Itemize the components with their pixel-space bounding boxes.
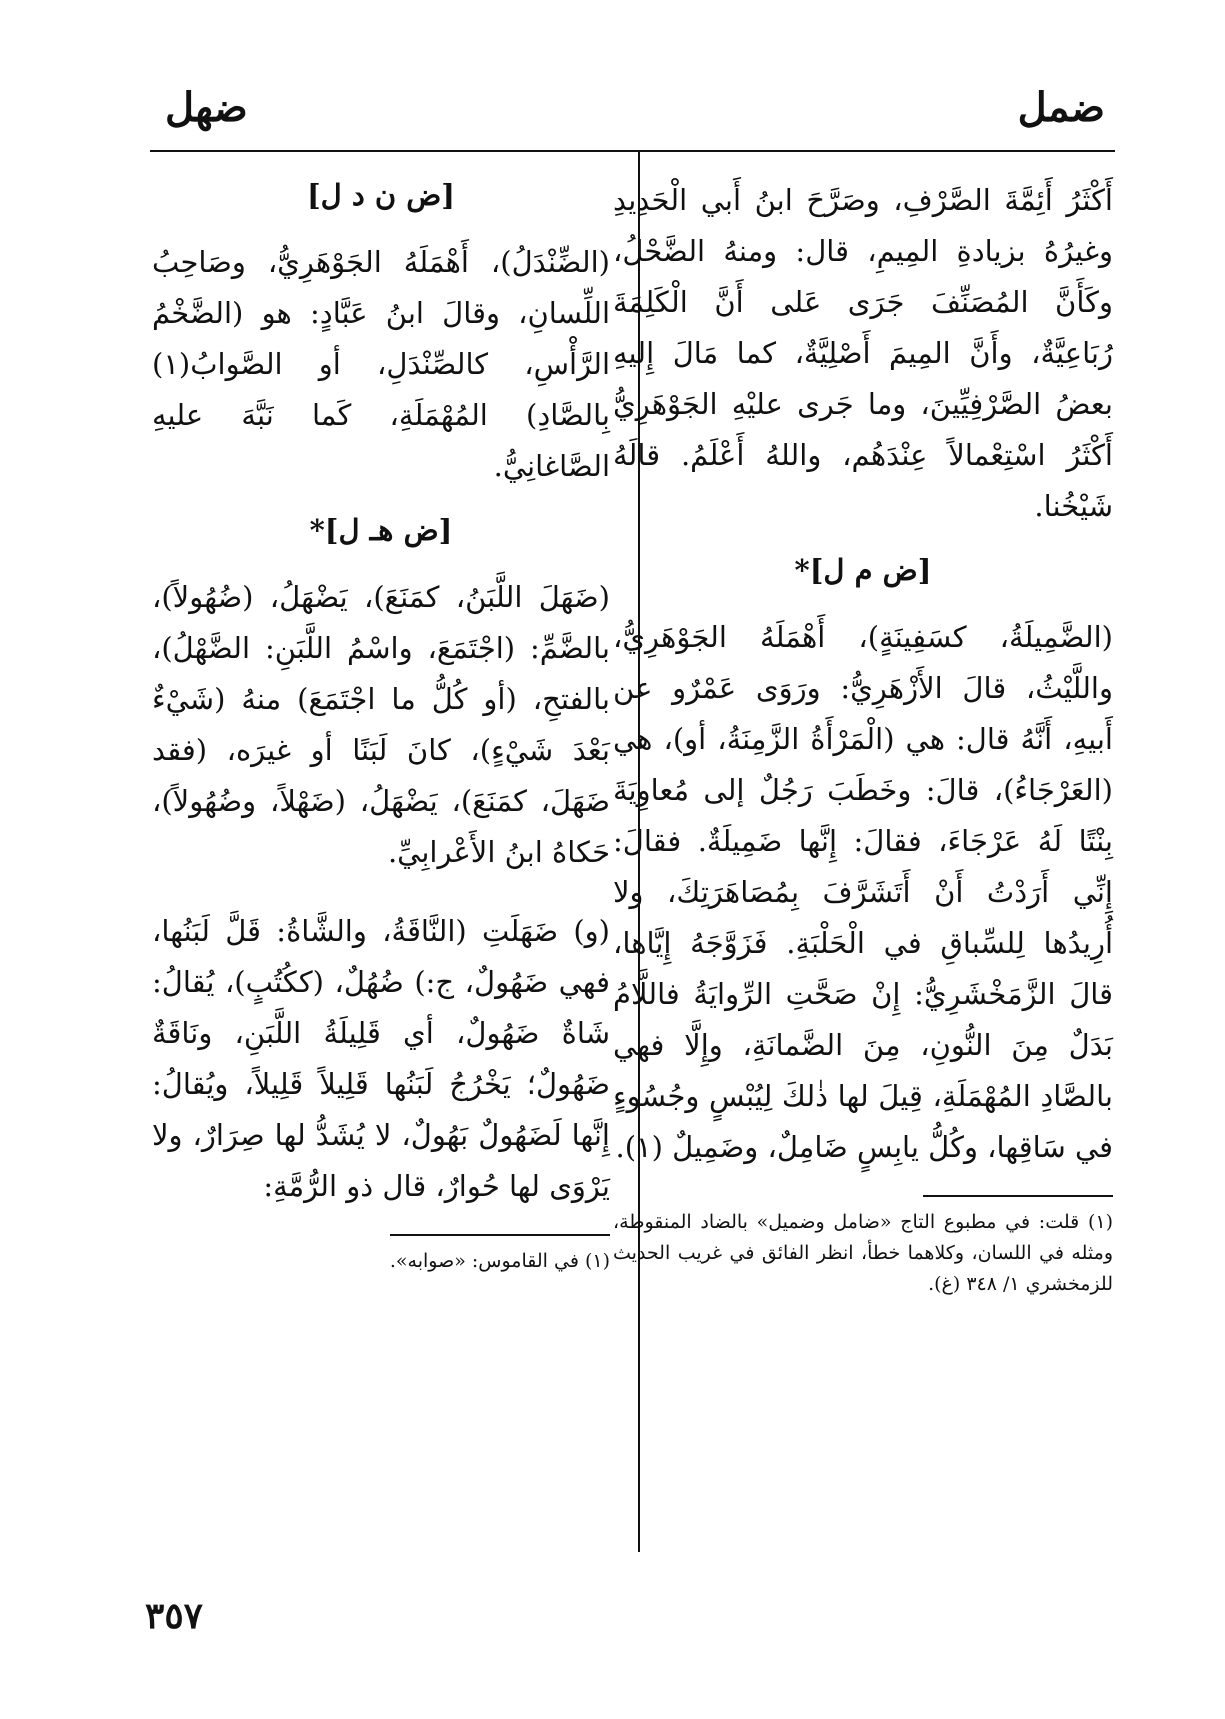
header-rule [150,150,1115,152]
continuation-paragraph: أَكْثَرُ أَئِمَّةَ الصَّرْفِ، وصَرَّحَ ابنُ أَبي الْحَدِيدِ وغيرُهُ بزيادةِ المِيمِ، قال: ومنهُ الضَّحْلُ، وكَأَنَّ المُصَنِّفَ جَرَى عَلى أَنَّ الْكَلِمَةَ رُبَاعِيَّةٌ، وأَنَّ المِيمَ أَصْلِيَّةٌ، كما مَالَ إِليهِ بعضُ الصَّرْفِيِّينَ، وما جَرى عليْهِ الجَوْهَرِيُّ أَكْثَرُ اسْتِعْمالاً عِنْدَهُم، واللهُ أَعْلَمُ. قالَهُ شَيْخُنا. [613,183,1113,523]
page-number: ٣٥٧ [145,1595,204,1637]
entry-dndl: (الضِّنْدَلُ)، أَهْمَلَهُ الجَوْهَرِيُّ، وصَاحِبُ اللِّسانِ، وقالَ ابنُ عَبَّادٍ: هو (الضَّخْمُ الرَّأْسِ، كالصِّنْدَلِ، أو الصَّوابُ(١) بِالصَّادِ) المُهْمَلَةِ، كَما نَبَّهَ عليهِ الصَّاغانِيُّ. [152,245,610,483]
entry-dml: (الضَّمِيلَةُ، كسَفِينَةٍ)، أَهْمَلَهُ الجَوْهَرِيُّ، واللَّيْثُ، قالَ الأَزْهَرِيُّ: ورَوَى عَمْرٌو عن أَبيهِ، أَنَّهُ قال: هي (الْمَرْأَةُ الزَّمِنَةُ، أو)، هي (العَرْجَاءُ)، قالَ: وخَطَبَ رَجُلٌ إلى مُعاوِيَةَ بِنْتًا لَهُ عَرْجَاءَ، فقالَ: إِنَّها ضَمِيلَةٌ. فقالَ: إِنِّي أَرَدْتُ أَنْ أَتَشَرَّفَ بِمُصَاهَرَتِكَ، ولا أُرِيدُها لِلسِّباقِ في الْحَلْبَةِ. فَزَوَّجَهُ إِيَّاها، قالَ الزَّمَخْشَرِيُّ: إِنْ صَحَّتِ الرِّوايَةُ فاللَّامُ بَدَلٌ مِنَ النُّونِ، مِنَ الضَّمانَةِ، وإِلَّا فهي بالصَّادِ المُهْمَلَةِ، قِيلَ لها ذٰلكَ لِيُبْسٍ وجُسُوءٍ في سَاقِها، وكُلُّ يابِسٍ ضَامِلٌ، وضَمِيلٌ (١). [613,620,1113,1164]
left-column [152,175,610,1277]
right-column [613,175,1113,1300]
running-head-left: ضهل [165,84,248,131]
footnote-left: (١) في القاموس: «صوابه». [389,1249,610,1272]
entry-heading-dndl: [ض ن د ل] [306,178,456,212]
entry-heading-dhl: [ض هـ ل]* [309,513,453,547]
paragraph-spacer [152,878,610,906]
footnote-rule-left [390,1234,610,1236]
footnote-right: (١) قلت: في مطبوع التاج «ضامل وضميل» بالضاد المنقوطة، ومثله في اللسان، وكلاهما خطأ، انظر الفائق في غريب الحديث للزمخشري ١/ ٣٤٨ (غ). [613,1210,1113,1295]
running-head-right: ضمل [1017,84,1105,131]
entry-dhl: (ضَهَلَ اللَّبَنُ، كمَنَعَ)، يَضْهَلُ، (ضُهُولاً)، بالضَّمِّ: (اجْتَمَعَ، واسْمُ اللَّبَنِ: الضَّهْلُ)، بالفتحِ، (أو كُلُّ ما اجْتَمَعَ) منهُ (شَيْءٌ بَعْدَ شَيْءٍ)، كانَ لَبَنًا أو غيرَه، (فقد ضَهَلَ، كمَنَعَ)، يَضْهَلُ، (ضَهْلاً، وضُهُولاً)، حَكاهُ ابنُ الأَعْرابِيِّ. [152,580,610,869]
footnote-rule-right [923,1195,1113,1197]
entry-heading-dml: [ض م ل]* [794,553,932,587]
entry-dhl-continued: (و) ضَهَلَتِ (النَّاقَةُ، والشَّاةُ: قَلَّ لَبَنُها، فهي ضَهُولٌ، ج:) ضُهُلٌ، (ككُتُبٍ)، يُقالُ: شَاةٌ ضَهُولٌ، أي قَلِيلَةُ اللَّبَنِ، ونَاقَةٌ ضَهُولٌ؛ يَخْرُجُ لَبَنُها قَلِيلاً قَلِيلاً، ويُقالُ: إِنَّها لَضَهُولٌ بَهُولٌ، لا يُشَدُّ لها صِرَارٌ، ولا يَرْوَى لها حُوارٌ، قال ذو الرُّمَّةِ: [152,914,610,1203]
